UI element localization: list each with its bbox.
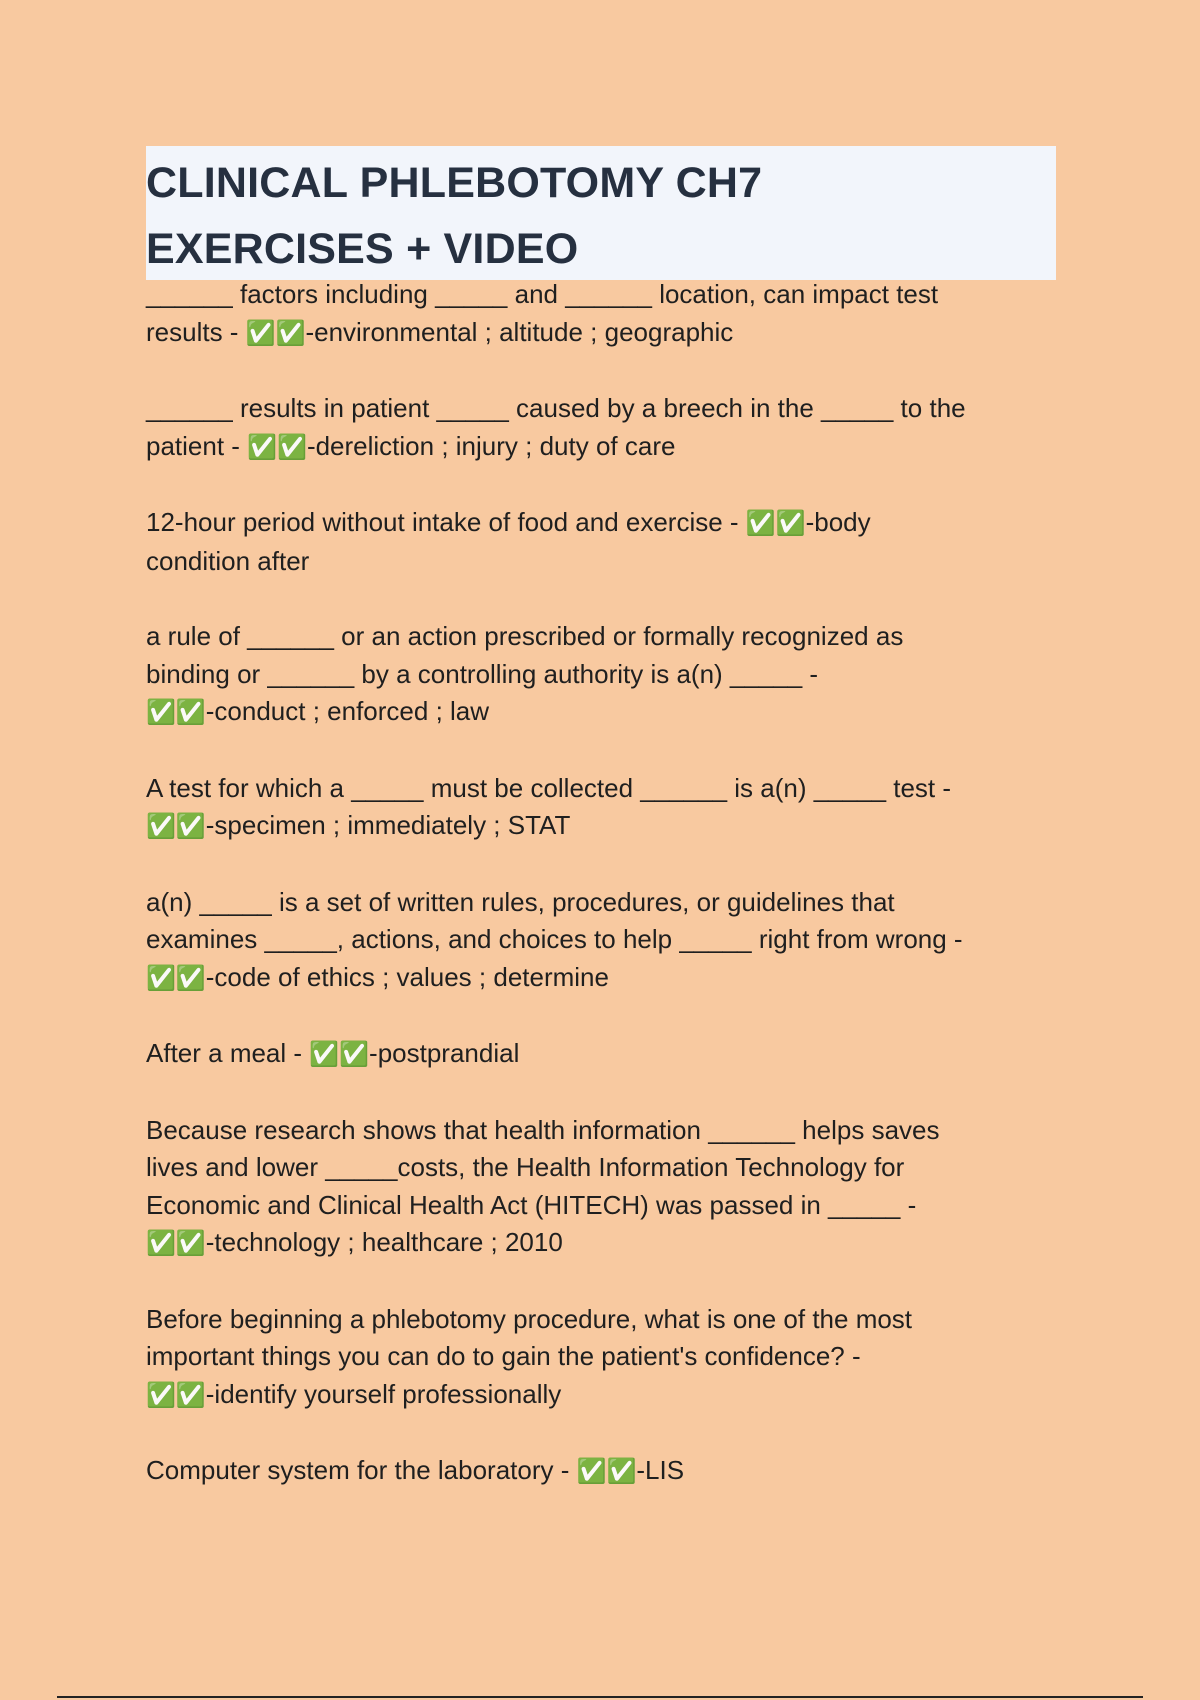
answer-text: -LIS bbox=[636, 1455, 685, 1485]
qa-item bbox=[146, 1301, 1056, 1415]
answer-continuation: condition after bbox=[146, 545, 310, 576]
check-mark-icon: ✅✅ bbox=[146, 698, 206, 726]
question-line: Before beginning a phlebotomy procedure, what is one of the most bbox=[146, 1303, 913, 1334]
answer-text: -conduct ; enforced ; law bbox=[205, 696, 490, 726]
check-mark-icon: ✅✅ bbox=[576, 1457, 637, 1485]
check-mark-icon: ✅✅ bbox=[146, 1229, 206, 1257]
qa-item bbox=[146, 618, 1056, 732]
answer-text: -specimen ; immediately ; STAT bbox=[205, 810, 571, 840]
footer-divider bbox=[57, 1696, 1143, 1698]
question-line: lives and lower _____costs, the Health Information Technology for bbox=[146, 1152, 905, 1182]
question-text: patient - bbox=[146, 430, 248, 461]
question-line: a(n) _____ is a set of written rules, procedures, or guidelines that bbox=[146, 886, 895, 917]
question-line: important things you can do to gain the patient's confidence? - bbox=[146, 1341, 861, 1371]
question-line: ______ results in patient _____ caused by a breech in the _____ to the bbox=[146, 393, 966, 423]
qa-item bbox=[146, 504, 1056, 580]
title-banner bbox=[146, 146, 1056, 280]
check-mark-icon: ✅✅ bbox=[146, 963, 206, 992]
qa-item bbox=[146, 1452, 1056, 1491]
check-mark-icon: ✅✅ bbox=[247, 432, 307, 461]
answer-text: -technology ; healthcare ; 2010 bbox=[205, 1227, 563, 1257]
qa-item bbox=[146, 770, 1056, 846]
title-line-1: CLINICAL PHLEBOTOMY CH7 bbox=[146, 159, 763, 207]
question-line: A test for which a _____ must be collected ______ is a(n) _____ test - bbox=[146, 772, 952, 803]
qa-item bbox=[146, 1035, 1056, 1074]
qa-item bbox=[146, 390, 1056, 466]
question-line: examines _____, actions, and choices to help _____ right from wrong - bbox=[146, 924, 963, 954]
question-line: Because research shows that health information ______ helps saves bbox=[146, 1114, 940, 1145]
qa-item bbox=[146, 276, 1056, 352]
check-mark-icon: ✅✅ bbox=[309, 1040, 370, 1068]
question-line: ______ factors including _____ and ______ location, can impact test bbox=[146, 279, 939, 309]
question-text: results - bbox=[146, 316, 246, 347]
answer-text: -dereliction ; injury ; duty of care bbox=[306, 430, 676, 461]
question-text: 12-hour period without intake of food and exercise - bbox=[146, 507, 746, 537]
question-answer-list bbox=[146, 276, 1056, 1529]
question-text: After a meal - bbox=[146, 1038, 310, 1068]
answer-text: -identify yourself professionally bbox=[205, 1378, 562, 1409]
question-line: binding or ______ by a controlling authority is a(n) _____ - bbox=[146, 658, 819, 689]
question-line: Economic and Clinical Health Act (HITECH) was passed in _____ - bbox=[146, 1189, 917, 1220]
question-text: Computer system for the laboratory - bbox=[146, 1455, 577, 1485]
title-line-2: EXERCISES + VIDEO bbox=[146, 225, 579, 273]
answer-text: -environmental ; altitude ; geographic bbox=[305, 316, 734, 347]
check-mark-icon: ✅✅ bbox=[146, 1380, 206, 1409]
answer-text: -body bbox=[805, 507, 871, 537]
check-mark-icon: ✅✅ bbox=[146, 812, 206, 840]
qa-item bbox=[146, 884, 1056, 998]
answer-text: -postprandial bbox=[369, 1038, 520, 1068]
qa-item bbox=[146, 1112, 1056, 1263]
check-mark-icon: ✅✅ bbox=[745, 509, 806, 537]
check-mark-icon: ✅✅ bbox=[245, 318, 306, 347]
answer-text: -code of ethics ; values ; determine bbox=[205, 961, 609, 992]
question-line: a rule of ______ or an action prescribed or formally recognized as bbox=[146, 621, 904, 651]
